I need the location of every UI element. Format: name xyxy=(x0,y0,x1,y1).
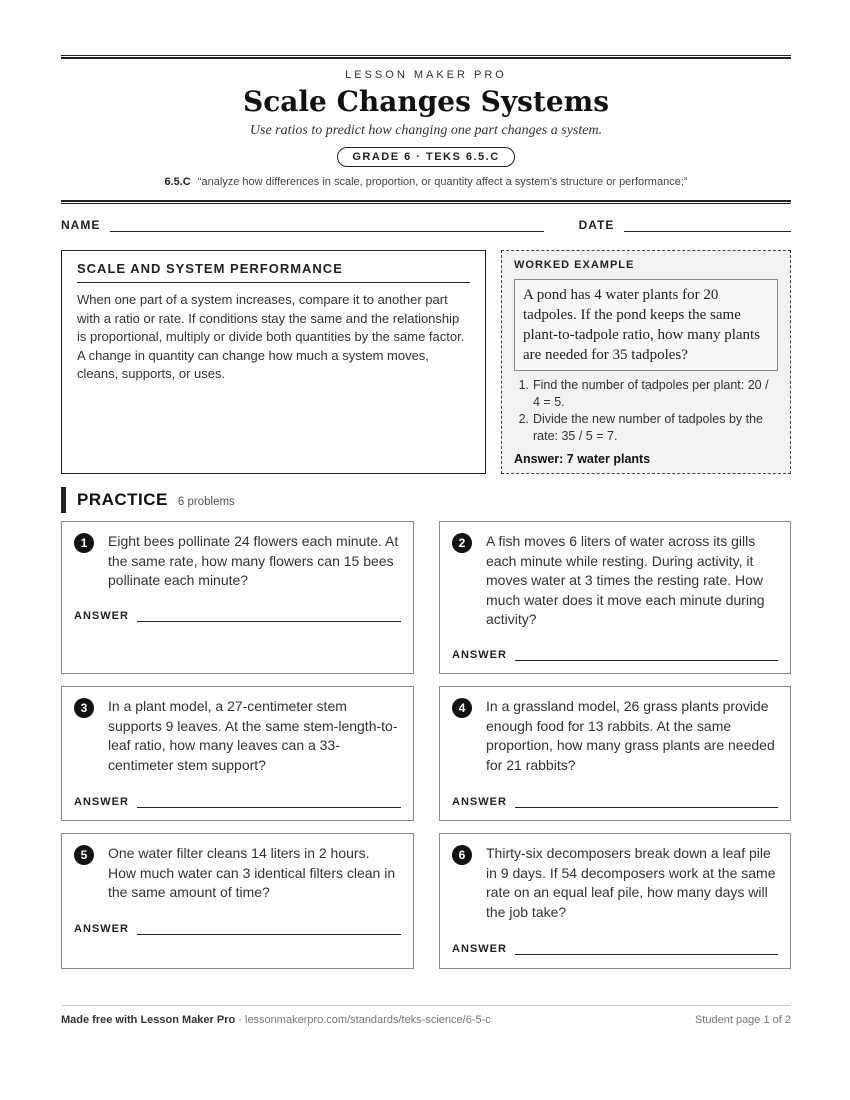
worked-example-heading: WORKED EXAMPLE xyxy=(514,259,635,271)
step-text: Divide the new number of tadpoles by the rate: 35 / 5 = 7. xyxy=(533,412,763,443)
answer-row xyxy=(452,943,778,955)
concept-box xyxy=(61,250,486,474)
step-number: 1. xyxy=(518,378,529,392)
answer-label: ANSWER xyxy=(452,796,507,808)
practice-accent-bar xyxy=(61,487,66,513)
answer-row xyxy=(452,796,778,808)
problem-number-badge: 5 xyxy=(74,845,94,865)
problem-card-6 xyxy=(439,833,791,969)
answer-label: ANSWER xyxy=(74,610,129,622)
page-subtitle: Use ratios to predict how changing one part changes a system. xyxy=(249,123,603,138)
answer-field[interactable] xyxy=(137,614,401,622)
standard-text: “analyze how differences in scale, proportion, or quantity affect a system’s structure or performance;” xyxy=(197,176,688,188)
problem-card-5 xyxy=(61,833,414,969)
step-number: 2. xyxy=(518,412,529,426)
brand-name: LESSON MAKER PRO xyxy=(345,69,507,81)
grade-badge: GRADE 6 · TEKS 6.5.C xyxy=(337,147,514,167)
worked-example-answer: Answer: 7 water plants xyxy=(514,452,651,466)
footer-credit xyxy=(61,1014,491,1026)
footer-url[interactable]: · lessonmakerpro.com/standards/teks-science/6-5-c xyxy=(235,1014,491,1026)
answer-field[interactable] xyxy=(515,947,778,955)
practice-title: PRACTICE xyxy=(77,490,168,509)
concept-heading: SCALE AND SYSTEM PERFORMANCE xyxy=(77,261,470,283)
problem-number-badge: 3 xyxy=(74,698,94,718)
name-field[interactable] xyxy=(110,222,543,232)
top-rule xyxy=(61,55,791,59)
problem-number-badge: 4 xyxy=(452,698,472,718)
problem-number-badge: 2 xyxy=(452,533,472,553)
answer-row xyxy=(452,649,778,661)
worked-example-problem: A pond has 4 water plants for 20 tadpoles. If the pond keeps the same plant-to-tadpole ratio, how many plants are needed for 35 tadpoles? xyxy=(514,279,778,371)
problem-text: A fish moves 6 liters of water across its gills each minute while resting. During activity, it moves water at 3 times the resting rate. How much water does it move each minute during activity? xyxy=(486,533,765,627)
answer-field[interactable] xyxy=(137,800,401,808)
concept-body: When one part of a system increases, compare it to another part with a ratio or rate. If conditions stay the same and the relationship is proportional, multiply or divide both quantities by the same factor. A change in quantity can change how much a system moves, cleans, supports, or uses. xyxy=(77,292,465,381)
standard-code: 6.5.C xyxy=(164,176,191,188)
problem-text: In a grassland model, 26 grass plants provide enough food for 13 rabbits. At the same proportion, how many grass plants are needed for 21 rabbits? xyxy=(486,698,775,773)
answer-row xyxy=(74,610,401,622)
practice-count: 6 problems xyxy=(177,495,235,508)
problem-number-badge: 1 xyxy=(74,533,94,553)
answer-field[interactable] xyxy=(515,653,778,661)
problem-number-badge: 6 xyxy=(452,845,472,865)
problem-card-2 xyxy=(439,521,791,674)
footer-page-number: Student page 1 of 2 xyxy=(694,1014,791,1026)
worked-example-steps xyxy=(514,377,778,444)
answer-label: ANSWER xyxy=(74,796,129,808)
answer-row xyxy=(74,923,401,935)
answer-label: ANSWER xyxy=(452,943,507,955)
answer-field[interactable] xyxy=(137,927,401,935)
problem-text: In a plant model, a 27-centimeter stem supports 9 leaves. At the same stem-length-to-leaf ratio, how many leaves can a 33-centimeter stem support? xyxy=(108,698,398,773)
problem-text: Eight bees pollinate 24 flowers each minute. At the same rate, how many flowers can 15 bees pollinate each minute? xyxy=(108,533,399,588)
problem-text: One water filter cleans 14 liters in 2 hours. How much water can 3 identical filters clean in the same amount of time? xyxy=(108,845,396,900)
name-date-row xyxy=(61,218,791,232)
step-text: Find the number of tadpoles per plant: 20 / 4 = 5. xyxy=(533,378,769,409)
footer-made-with: Made free with Lesson Maker Pro xyxy=(61,1014,236,1026)
problem-card-3 xyxy=(61,686,414,821)
answer-label: ANSWER xyxy=(74,923,129,935)
standard-line xyxy=(61,176,791,188)
date-field[interactable] xyxy=(624,222,791,232)
date-label: DATE xyxy=(578,218,615,232)
answer-label: ANSWER xyxy=(452,649,507,661)
worked-example-box xyxy=(501,250,791,474)
worksheet-page xyxy=(61,55,791,955)
problem-text: Thirty-six decomposers break down a leaf pile in 9 days. If 54 decomposers work at the same rate on an equal leaf pile, how many days will the job take? xyxy=(486,845,776,920)
header-rule xyxy=(61,200,791,204)
page-footer xyxy=(61,1005,791,1026)
problem-card-1 xyxy=(61,521,414,674)
practice-header xyxy=(61,487,791,513)
problem-card-4 xyxy=(439,686,791,821)
answer-row xyxy=(74,796,401,808)
worked-step xyxy=(514,377,778,410)
worked-step xyxy=(514,411,778,444)
name-label: NAME xyxy=(61,218,101,232)
page-title: Scale Changes Systems xyxy=(242,85,610,118)
answer-field[interactable] xyxy=(515,800,778,808)
